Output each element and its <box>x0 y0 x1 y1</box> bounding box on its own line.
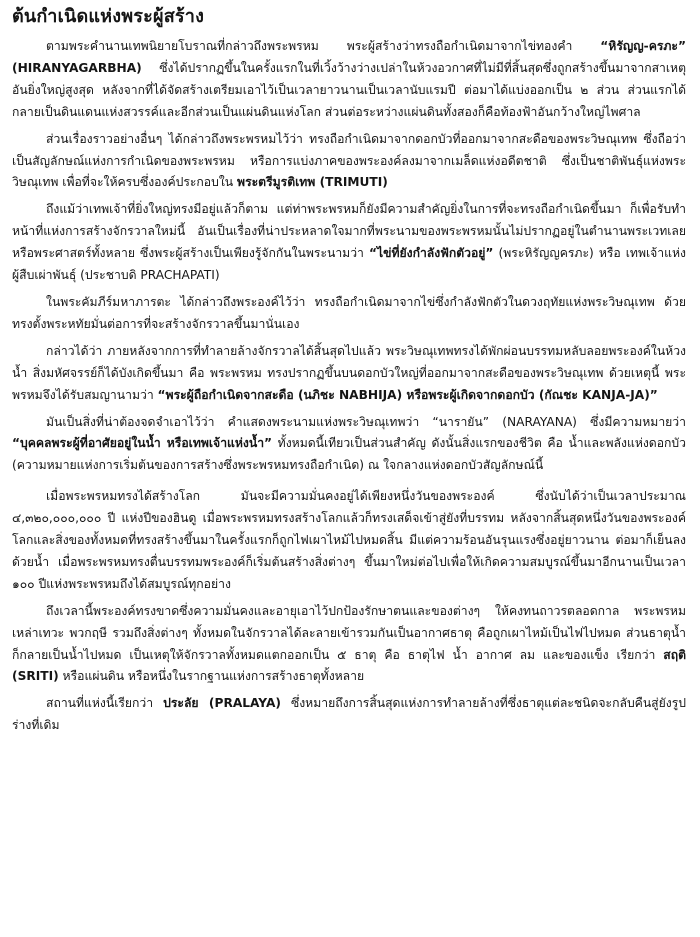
text-run: ทั้งหมดนี้เทียวเป็นส่วนสำคัญ ดังนั้นสิ่งแรกของชีวิต คือ น้ำและพลังแห่งดอกบัว (ความหมายแห่งการเริ่มต้นของการสร้างซึ่งพระพรหมทรงถือกำเนิด) ณ ใจกลางแห่งดอกบัวสัญลักษณ์นี้ <box>12 436 686 473</box>
paragraph <box>12 199 686 287</box>
body-text <box>12 36 686 737</box>
bold-text: “พระผู้ถือกำเนิดจากสะดือ (นภิชะ NABHIJA) หรือพระผู้เกิดจากดอกบัว (กัณชะ KANJA-JA)” <box>157 387 658 402</box>
text-run: ถึงแม้ว่าเทพเจ้าที่ยิ่งใหญ่ทรงมีอยู่แล้วก็ตาม แต่ท่าพระพรหมก็ยังมีความสำคัญยิ่งในการที่จะทรงถือกำเนิดขึ้นมา ก็เพื่อรับทำหน้าที่แห่งการสร้างจักรวาลใหม่นี้ อันเป็นเรื่องที่น่าประหลาดใจมากที่พระนามของพระพรหมนั้นไม่ปรากฏอยู่ในตำนานพระเวทเลยหรือพระศาสตร์ทั้งหลาย ซึ่งพระผู้สร้างเป็นเพียงรู้จักกันในพระนามว่า <box>12 202 686 261</box>
text-run: มันเป็นสิ่งที่น่าต้องจดจำเอาไว้ว่า คำแสดงพระนามแห่งพระวิษณุเทพว่า “นารายัน” (NARAYANA) ซึ่งมีความหมายว่า <box>46 414 686 429</box>
paragraph <box>12 486 686 596</box>
paragraph <box>12 341 686 407</box>
text-run: ซึ่งหมายถึงการสิ้นสุดแห่งการทำลายล้างที่ซึ่งธาตุแต่ละชนิดจะกลับคืนสู่ยังรูปร่างที่เดิม <box>12 696 686 733</box>
bold-text: “ไข่ที่ยังกำลังฟักตัวอยู่” <box>368 246 494 261</box>
text-run: สถานที่แห่งนี้เรียกว่า <box>46 696 164 711</box>
bold-text: พระตรีมูรติเทพ (TRIMUTI) <box>237 175 388 190</box>
page-title: ต้นกำเนิดแห่งพระผู้สร้าง <box>12 6 205 27</box>
paragraph <box>12 412 686 478</box>
text-run: (พระหิรัญญครภะ) หรือ เทพเจ้าแห่งผู้สืบเผ่าพันธุ์ (ประชาบดิ PRACHAPATI) <box>12 246 686 283</box>
bold-text: “หิรัญญ-ครภะ” (HIRANYAGARBHA) <box>12 39 686 75</box>
bold-text: สฤติ (SRITI) <box>12 647 686 684</box>
text-run: เมื่อพระพรหมทรงได้สร้างโลก มันจะมีความมั่นคงอยู่ได้เพียงหนึ่งวันของพระองค์ ซึ่งนับได้ว่าเป็นเวลาประมาณ ๔,๓๒๐,๐๐๐,๐๐๐ ปี แห่งปีของฮินดู เมื่อพระพรหมทรงสร้างโลกแล้วก็ทรงเสด็จเข้าสู่ยังที่บรรทม หลังจากสิ้นสุดหนึ่งวันของพระองค์ โลกและสิ่งของทั้งหมดที่ทรงสร้างขึ้นมาในครั้งแรกก็ถูกไฟเผาไหม้ไปหมดสิ้น มีแต่ความร้อนอันรุนแรงซึ่งอยู่ยาวนาน ต่อมาก็เย็นลงด้วยน้ำ เมื่อพระพรหมทรงตื่นบรรทมพระองค์ก็เริ่มต้นสร้างสิ่งต่างๆ ขึ้นมาใหม่ต่อไปเพื่อให้เกิดความสมบูรณ์ขึ้นมาอีกนานเป็นเวลา ๑๐๐ ปีแห่งพระพรหมถึงได้สมบูรณ์ทุกอย่าง <box>12 489 686 591</box>
paragraph <box>12 693 686 737</box>
text-run: กล่าวได้ว่า ภายหลังจากการที่ทำลายล้างจักรวาลได้สิ้นสุดไปแล้ว พระวิษณุเทพทรงได้พักผ่อนบรรทมหลับลอยพระองค์ในห้วงน้ำ สิ่งมหัศจรรย์ก็ได้บังเกิดขึ้นมา คือ พระพรหม ทรงปรากฏขึ้นบนดอกบัวใหญ่ที่ออกมาจากสะดือของพระวิษณุเทพ ด้วยเหตุนี้ พระพรหมจึงได้รับสมญานามว่า <box>12 343 686 402</box>
paragraph <box>12 36 686 124</box>
bold-text: “บุคคลพระผู้ที่อาศัยอยู่ในน้ำ หรือเทพเจ้าแห่งน้ำ” <box>12 436 273 451</box>
text-run: ซึ่งได้ปรากฏขึ้นในครั้งแรกในที่เวิ้งว้างว่างเปล่าในห้วงอวกาศที่ไม่มีที่สิ้นสุดซึ่งถูกสร้างขึ้นมาจากสาเหตุอันยิ่งใหญ่สูงสุด หลังจากที่ได้จัดสร้างเตรียมเอาไว้เป็นเวลายาวนานเป็นเวลานับแรมปี ต่อมาได้แบ่งออกเป็น ๒ ส่วน ส่วนแรกได้กลายเป็นดินแดนแห่งสวรรค์และอีกส่วนเป็นแผ่นดินแห่งโลก ส่วนต่อระหว่างแผ่นดินทั้งสองก็คือท้องฟ้าอันกว้างใหญ่ไพศาล <box>12 60 686 119</box>
text-run: ถึงเวลานี้พระองค์ทรงขาดซึ่งความมั่นคงและอายุเอาไว้ปกป้องรักษาตนและของต่างๆ ให้คงทนถาวรตลอดกาล พระพรหม เหล่าเทวะ พวกฤษี รวมถึงสิ่งต่างๆ ทั้งหมดในจักรวาลได้ละลายเข้ารวมกันเป็นอากาศธาตุ คือถูกเผาไหม้เป็นไฟไปหมด ส่วนธาตุน้ำก็กลายเป็นน้ำไปหมด เป็นเหตุให้จักรวาลทั้งหมดแตกออกเป็น ๕ ธาตุ คือ ธาตุไฟ น้ำ อากาศ ลม และของแข็ง เรียกว่า <box>12 603 686 662</box>
text-run: หรือแผ่นดิน หรือหนึ่งในรากฐานแห่งการสร้างธาตุทั้งหลาย <box>58 669 365 684</box>
bold-text: ประลัย (PRALAYA) <box>163 696 281 711</box>
text-run: ส่วนเรื่องราวอย่างอื่นๆ ได้กล่าวถึงพระพรหมไว้ว่า ทรงถือกำเนิดมาจากดอกบัวที่ออกมาจากสะดือของพระวิษณุเทพ ซึ่งถือว่าเป็นสัญลักษณ์แห่งการกำเนิดของพระพรหม หรือการแบ่งภาคของพระองค์ลงมาจากเมล็ดแห่งอดีตชาติ ซึ่งเป็นชาติพันธุ์แห่งพระวิษณุเทพ เพื่อที่จะให้ครบซึ่งองค์ประกอบใน <box>12 131 686 190</box>
text-run: ในพระคัมภีร์มหาภารตะ ได้กล่าวถึงพระองค์ไว้ว่า ทรงถือกำเนิดมาจากไข่ซึ่งกำลังฟักตัวในดวงฤทัยแห่งพระวิษณุเทพ ด้วยทรงตั้งพระหทัยมั่นต่อการที่จะสร้างจักรวาลขึ้นมานั่นเอง <box>12 294 686 331</box>
paragraph <box>12 129 686 195</box>
paragraph <box>12 292 686 336</box>
paragraph <box>12 601 686 689</box>
text-run: ตามพระคำนานเทพนิยายโบราณที่กล่าวถึงพระพรหม พระผู้สร้างว่าทรงถือกำเนิดมาจากไข่ทองคำ <box>46 39 601 53</box>
